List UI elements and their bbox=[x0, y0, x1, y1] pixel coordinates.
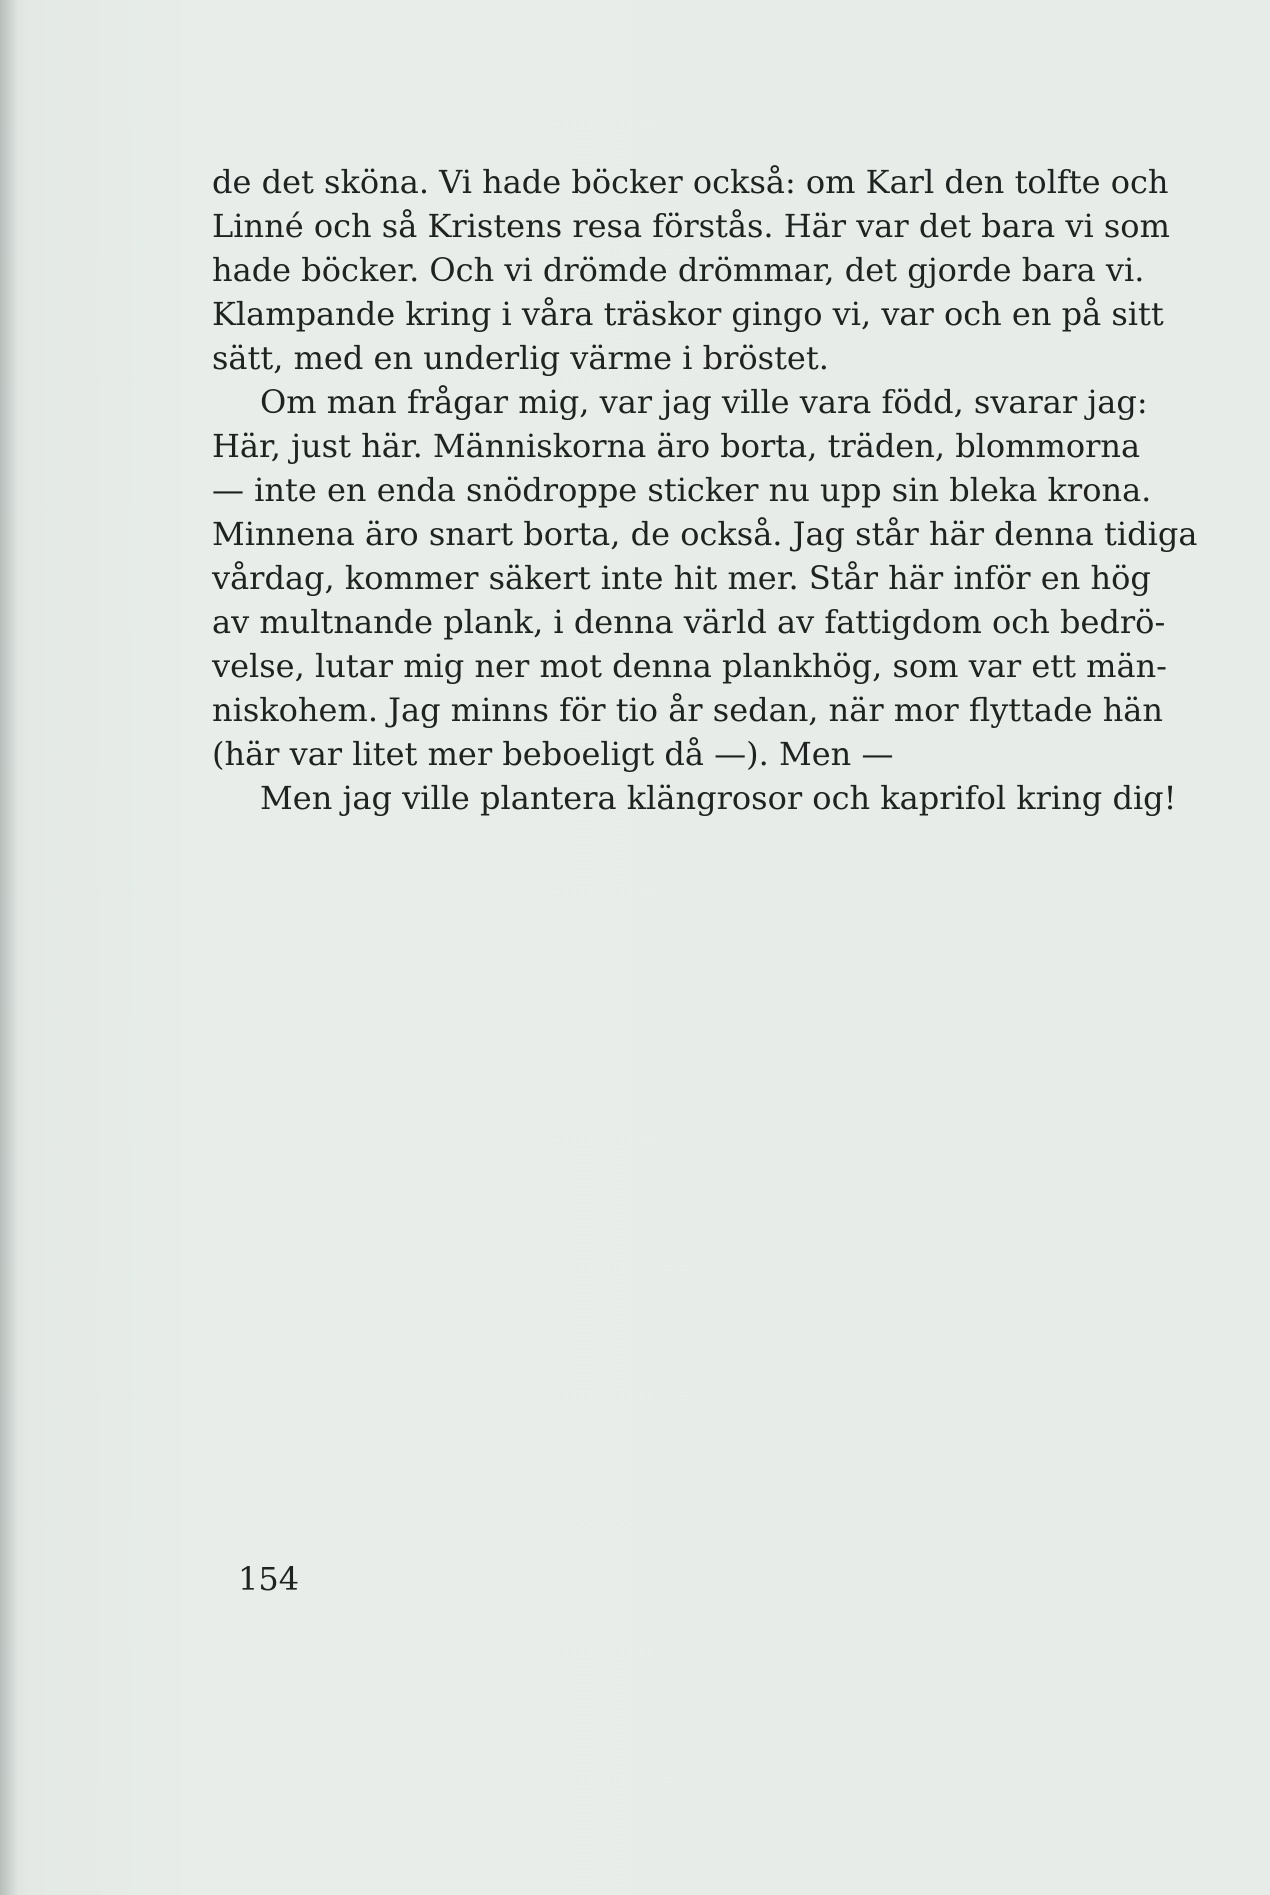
text-line: Men jag ville plantera klängrosor och kaprifol kring dig! bbox=[260, 779, 1177, 817]
text-line: (här var litet mer beboeligt då —). Men — bbox=[212, 735, 894, 773]
spine-shadow bbox=[0, 0, 18, 1895]
page-number: 154 bbox=[238, 1560, 300, 1598]
text-line: Klampande kring i våra träskor gingo vi, var och en på sitt bbox=[212, 295, 1164, 333]
text-line: velse, lutar mig ner mot denna plankhög, som var ett män- bbox=[212, 647, 1167, 685]
text-line: sätt, med en underlig värme i bröstet. bbox=[212, 339, 829, 377]
text-line: av multnande plank, i denna värld av fattigdom och bedrö- bbox=[212, 603, 1166, 641]
text-line: de det sköna. Vi hade böcker också: om Karl den tolfte och bbox=[212, 163, 1169, 201]
text-line: vårdag, kommer säkert inte hit mer. Står här inför en hög bbox=[212, 559, 1151, 597]
text-line: Om man frågar mig, var jag ville vara född, svarar jag: bbox=[260, 383, 1148, 421]
text-line: Minnena äro snart borta, de också. Jag står här denna tidiga bbox=[212, 515, 1198, 553]
text-line: hade böcker. Och vi drömde drömmar, det gjorde bara vi. bbox=[212, 251, 1145, 289]
text-line: — inte en enda snödroppe sticker nu upp sin bleka krona. bbox=[212, 471, 1152, 509]
text-line: niskohem. Jag minns för tio år sedan, när mor flyttade hän bbox=[212, 691, 1163, 729]
text-line: Linné och så Kristens resa förstås. Här var det bara vi som bbox=[212, 207, 1170, 245]
body-text bbox=[212, 160, 1198, 820]
text-line: Här, just här. Människorna äro borta, träden, blommorna bbox=[212, 427, 1141, 465]
